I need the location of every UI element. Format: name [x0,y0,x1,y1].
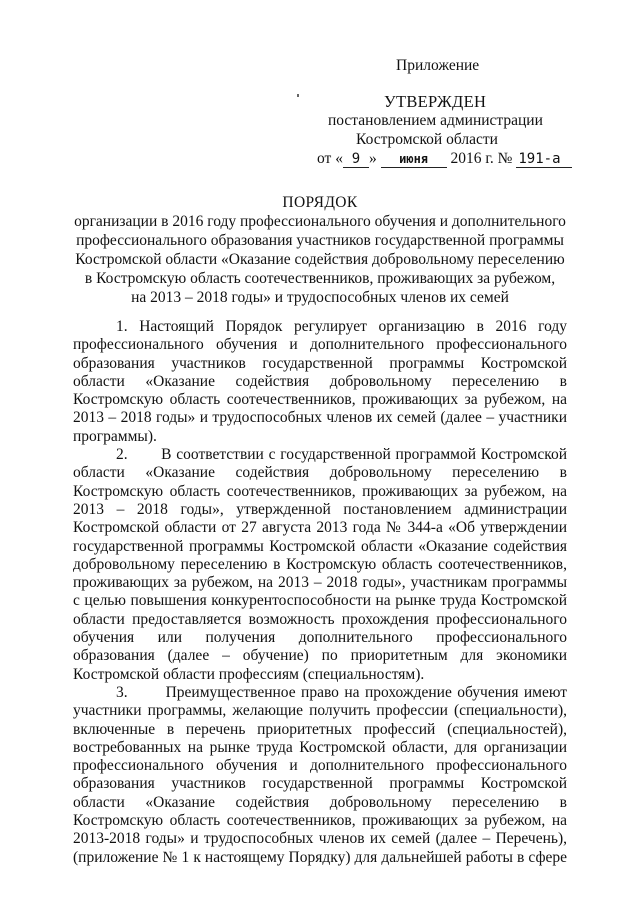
scan-speck [297,94,299,97]
title-line: в Костромскую область соотечественников, проживающих за рубежом, [84,270,556,287]
title-line: профессионального образования участников государственной программы [76,232,564,249]
paragraph-text: Настоящий Порядок регулирует организацию в 2016 году профессионального обучения и дополнительного профессионального образования участников государственной программы Костромской области «Оказание содействия добровольному переселению в Костромскую область соотечественников, проживающих за рубежом, на 2013 – 2018 годы» и трудоспособных членов их семей (далее – участники программы). [73,318,568,445]
paragraph-text: Преимущественное право на прохождение обучения имеют участники программы, желающие получить профессии (специальности), включенные в перечень приоритетных профессий (специальностей), востребованных на рынке труда Костромской области, для организации профессионального обучения и дополнительного профессионального образования участников государственной программы Костромской области «Оказание содействия добровольному переселению в Костромскую область соотечественников, проживающих за рубежом, на 2013-2018 годы» и трудоспособных членов их семей (далее – Перечень), (приложение № 1 к настоящему Порядку) для дальнейшей работы в сфере [73,683,567,866]
paragraph-2 [73,446,567,684]
handwritten-number: 191-а [516,152,572,168]
year-text: 2016 г. № [450,150,513,167]
date-prefix: от « [317,150,343,167]
document-title-block [0,193,640,307]
title-line: организации в 2016 году профессионального обучения и дополнительного [74,213,566,230]
document-body [73,318,567,867]
title-line: на 2013 – 2018 годы» и трудоспособных членов их семей [131,289,509,306]
document-heading: ПОРЯДОК [282,194,358,211]
region-text: Костромской области [356,131,498,148]
approved-label: УТВЕРЖДЕН [384,92,487,111]
annex-label: Приложение [396,57,480,74]
approval-date-line [317,149,572,168]
paragraph-number: 2. [116,446,128,464]
paragraph-number: 1. [116,318,128,335]
handwritten-day: 9 [343,152,369,168]
paragraph-text: В соответствии с государственной программой Костромской области «Оказание содействия добровольному переселению в Костромскую область соотечественников, проживающих за рубежом, на 2013 – 2018 годы», утвержденной постановлением администрации Костромской области от 27 августа 2013 года № 344-а «Об утверждении государственной программы Костромской области «Оказание содействия добровольному переселению в Костромскую область соотечественников, проживающих за рубежом, на 2013 – 2018 годы», участникам программы с целью повышения конкурентоспособности на рынке труда Костромской области предоставляется возможность прохождения профессионального обучения или получения дополнительного профессионального образования (далее – обучение) по приоритетным для экономики Костромской области профессиям (специальностям). [73,446,568,683]
paragraph-3 [73,684,567,867]
date-mid: » [368,150,377,167]
paragraph-1 [73,318,567,446]
resolution-text: постановлением администрации [328,112,543,129]
handwritten-month: июня [381,152,447,168]
title-line: Костромской области «Оказание содействия добровольному переселению [75,251,565,268]
paragraph-number: 3. [116,683,128,701]
